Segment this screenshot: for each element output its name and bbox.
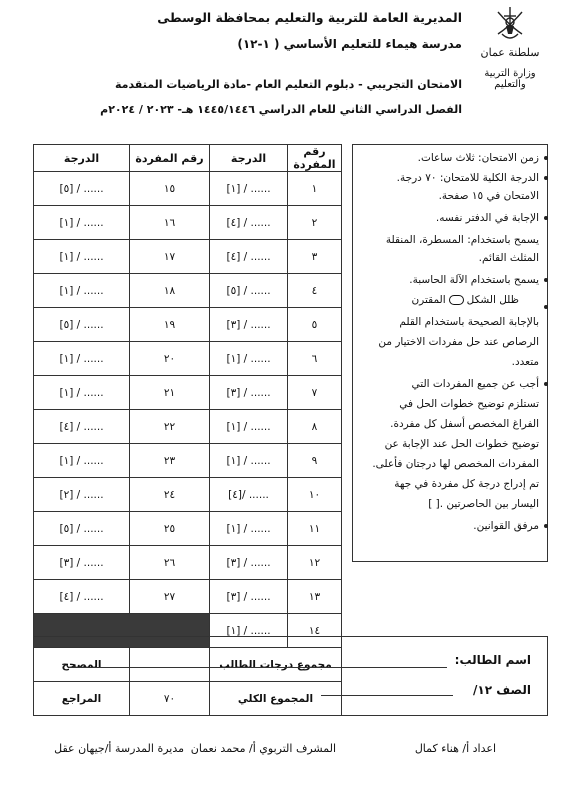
principal: مديرة المدرسة أ/جيهان عقل — [54, 742, 184, 755]
item-number-cell: ١٤ — [288, 614, 342, 648]
table-row — [34, 206, 342, 240]
header-score: الدرجة — [210, 145, 288, 172]
item-number-cell: ١٠ — [288, 478, 342, 512]
item-score-cell: ...... / [١] — [210, 444, 288, 478]
instruction-item: الدرجة الكلية للامتحان: ٧٠ درجة. — [359, 169, 539, 188]
item-score-cell: ...... / [٣] — [210, 546, 288, 580]
directorate-title: المديرية العامة للتربية والتعليم بمحافظة الوسطى — [157, 10, 462, 25]
instruction-item: مرفق القوانين. — [359, 517, 539, 536]
table-row — [34, 308, 342, 342]
logo-text-ministry: وزارة التربية والتعليم — [484, 68, 536, 90]
instruction-item: ظلل الشكلالمقترن — [359, 291, 539, 310]
item-number-cell: ٣ — [288, 240, 342, 274]
item-score-cell: ...... / [١] — [210, 512, 288, 546]
item-number-cell: ٢ — [288, 206, 342, 240]
exam-title: الامتحان التجريبي - دبلوم التعليم العام -مادة الرياضيات المتقدمة — [114, 78, 462, 91]
item-score-cell: ...... / [٥] — [34, 308, 130, 342]
item-score-cell: ...... / [٤] — [210, 206, 288, 240]
header-item-number: رقم المفردة — [288, 145, 342, 172]
item-score-cell: ...... / [٤] — [34, 580, 130, 614]
item-number-cell: ٢٠ — [130, 342, 210, 376]
item-score-cell: ...... / [١] — [34, 376, 130, 410]
corrector-label: المصحح — [34, 648, 130, 682]
shade-oval-icon — [449, 295, 464, 305]
student-name-label: اسم الطالب: — [454, 653, 531, 667]
item-number-cell: ٧ — [288, 376, 342, 410]
student-info-box — [33, 636, 548, 716]
instruction-item: توضيح خطوات الحل عند الإجابة عن — [384, 438, 539, 450]
instruction-item: المثلث القائم. — [478, 252, 539, 264]
table-row — [34, 580, 342, 614]
grades-table — [33, 144, 342, 716]
item-score-cell: ...... / [١] — [210, 410, 288, 444]
item-number-cell: ١٥ — [130, 172, 210, 206]
item-score-cell: ...... / [١] — [34, 206, 130, 240]
item-number-cell: ١٢ — [288, 546, 342, 580]
item-score-cell: ...... / [٥] — [210, 274, 288, 308]
instruction-item: يسمح باستخدام: المسطرة، المنقلة — [385, 234, 539, 246]
student-name-field[interactable] — [69, 667, 447, 668]
item-score-cell: ...... / [١] — [34, 342, 130, 376]
item-number-cell: ٢٦ — [130, 546, 210, 580]
reviewer-label: المراجع — [34, 682, 130, 716]
item-number-cell: ٢٥ — [130, 512, 210, 546]
grand-total-value: ٧٠ — [130, 682, 210, 716]
item-score-cell: ...... / [٤] — [210, 240, 288, 274]
table-header-row — [34, 145, 342, 172]
table-row — [34, 410, 342, 444]
instruction-item: تستلزم توضيح خطوات الحل في — [399, 398, 539, 410]
item-number-cell: ٢٤ — [130, 478, 210, 512]
item-number-cell: ١٦ — [130, 206, 210, 240]
table-row — [34, 512, 342, 546]
instruction-item: تم إدراج درجة كل مفردة في جهة — [394, 478, 539, 490]
logo-text-oman: سلطنة عمان — [480, 46, 540, 59]
prepared-by: اعداد أ/ هناء كمال — [414, 742, 496, 755]
instruction-item: الإجابة في الدفتر نفسه. — [359, 209, 539, 228]
table-row — [34, 376, 342, 410]
item-number-cell: ١٣ — [288, 580, 342, 614]
item-score-cell: ...... / [١] — [210, 614, 288, 648]
class-label: الصف ١٢/ — [473, 683, 531, 697]
item-number-cell: ١٨ — [130, 274, 210, 308]
table-row — [34, 172, 342, 206]
item-score-cell: ...... / [٣] — [210, 376, 288, 410]
instruction-item: المفردات المخصص لها درجتان فأعلى. — [372, 458, 539, 470]
class-field[interactable] — [321, 695, 453, 696]
item-score-cell: ...... / [٣] — [210, 580, 288, 614]
instructions-box — [352, 144, 548, 562]
table-row — [34, 546, 342, 580]
item-score-cell: ...... / [٥] — [34, 172, 130, 206]
header-item-number: رقم المفردة — [130, 145, 210, 172]
item-score-cell: ...... / [٣] — [34, 546, 130, 580]
table-row — [34, 478, 342, 512]
supervisor: المشرف التربوي أ/ محمد نعمان — [190, 742, 336, 755]
item-number-cell: ١١ — [288, 512, 342, 546]
instruction-item: زمن الامتحان: ثلاث ساعات. — [359, 149, 539, 168]
table-row — [34, 444, 342, 478]
table-row — [34, 274, 342, 308]
item-number-cell: ٩ — [288, 444, 342, 478]
item-number-cell: ٥ — [288, 308, 342, 342]
item-score-cell: ...... / [٣] — [210, 308, 288, 342]
item-score-cell: ...... / [١] — [34, 444, 130, 478]
header-score: الدرجة — [34, 145, 130, 172]
instruction-item: متعدد. — [511, 356, 539, 368]
student-total-label: مجموع درجات الطالب — [210, 648, 342, 682]
ministry-logo — [468, 4, 552, 94]
item-number-cell: ٢٧ — [130, 580, 210, 614]
table-row — [34, 240, 342, 274]
item-number-cell: ٢٢ — [130, 410, 210, 444]
item-score-cell: ...... /[٤] — [210, 478, 288, 512]
item-number-cell: ٦ — [288, 342, 342, 376]
instruction-item: الفراغ المخصص أسفل كل مفردة. — [390, 418, 539, 430]
oman-emblem-icon — [468, 4, 552, 46]
item-number-cell: ١٩ — [130, 308, 210, 342]
item-score-cell: ...... / [٤] — [34, 410, 130, 444]
instruction-item: يسمح باستخدام الآلة الحاسبة. — [359, 271, 539, 290]
school-name: مدرسة هيماء للتعليم الأساسي ( ١-١٢) — [237, 37, 462, 51]
item-number-cell: ٢١ — [130, 376, 210, 410]
item-score-cell: ...... / [١] — [210, 172, 288, 206]
instruction-item: بالإجابة الصحيحة باستخدام القلم — [399, 316, 539, 328]
item-score-cell: ...... / [٥] — [34, 512, 130, 546]
item-number-cell: ٨ — [288, 410, 342, 444]
grand-total-label: المجموع الكلي — [210, 682, 342, 716]
semester-line: الفصل الدراسي الثاني للعام الدراسي ١٤٤٥/١٤٤٦ هـ- ٢٠٢٣ / ٢٠٢٤م — [100, 103, 462, 116]
table-row — [34, 342, 342, 376]
item-score-cell: ...... / [١] — [34, 240, 130, 274]
item-score-cell: ...... / [١] — [34, 274, 130, 308]
instruction-item: اليسار بين الحاصرتين .[ ] — [428, 498, 539, 510]
item-score-cell: ...... / [١] — [210, 342, 288, 376]
item-score-cell: ...... / [٢] — [34, 478, 130, 512]
instruction-item: الرصاص عند حل مفردات الاختيار من — [378, 336, 539, 348]
item-number-cell: ١ — [288, 172, 342, 206]
item-number-cell: ١٧ — [130, 240, 210, 274]
instruction-item: الامتحان في ١٥ صفحة. — [438, 190, 539, 202]
instruction-item: أجب عن جميع المفردات التي — [359, 375, 539, 394]
item-number-cell: ٢٣ — [130, 444, 210, 478]
item-number-cell: ٤ — [288, 274, 342, 308]
